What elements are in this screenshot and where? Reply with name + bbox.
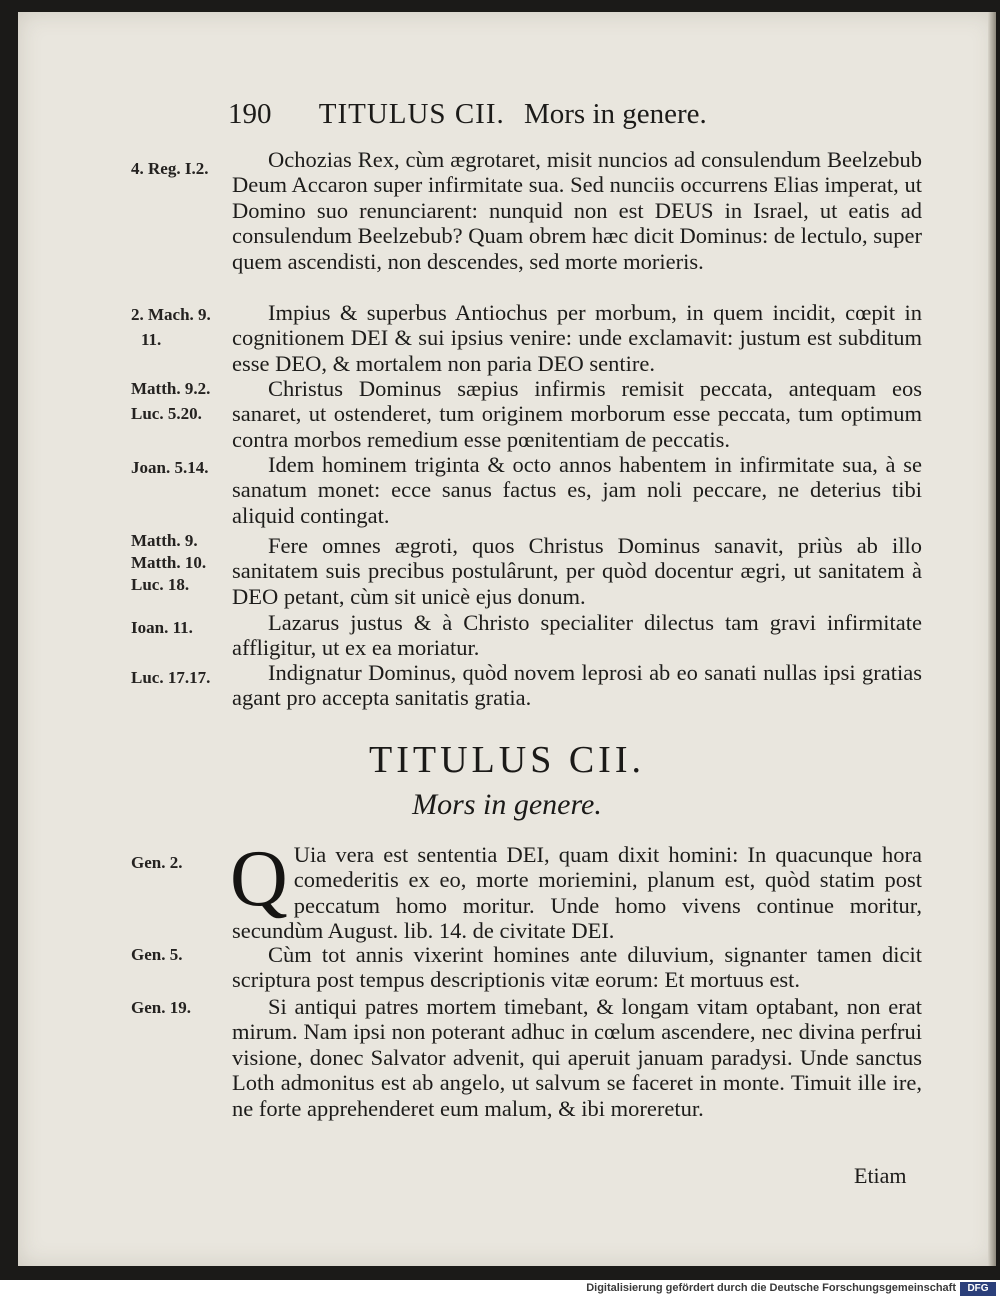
margin-note-line: Luc. 5.20. <box>131 404 202 423</box>
margin-note <box>131 376 241 426</box>
paragraph <box>230 835 922 944</box>
margin-note-line: Luc. 17.17. <box>131 668 211 687</box>
paragraph <box>232 147 922 274</box>
margin-note-line: Gen. 19. <box>131 998 191 1017</box>
page-number: 190 <box>228 98 272 130</box>
margin-note-line: Gen. 5. <box>131 945 183 964</box>
margin-note <box>131 302 241 352</box>
paragraph-text: Si antiqui patres mortem timebant, & longam vitam optabant, non erat mirum. Nam ipsi non poterant adhuc in cœlum ascendere, nec divina perfrui visione, donec Salvator advenit, qui aperuit januam paradysi. Unde sanctus Loth admonitus est ab angelo, ut salvum se faceret in monte. Timuit ille ire, ne forte apprehenderet eum malum, & ibi moreretur. <box>232 994 922 1121</box>
margin-note-line: Matth. 9. <box>131 531 198 550</box>
margin-note <box>131 156 241 181</box>
running-head-subject: Mors in genere. <box>523 98 707 130</box>
margin-note <box>131 850 241 875</box>
running-head <box>228 98 828 131</box>
margin-note-line: 4. Reg. I.2. <box>131 159 209 178</box>
book-page <box>18 12 996 1266</box>
page-edge <box>988 12 996 1266</box>
margin-note <box>131 942 241 967</box>
margin-note <box>131 455 241 480</box>
margin-note-line: 2. Mach. 9. <box>131 305 211 324</box>
margin-note <box>131 530 241 596</box>
paragraph-text: Indignatur Dominus, quòd novem leprosi ab eo sanati nullas ipsi gratias agant pro accepta sanitatis gratia. <box>232 660 922 711</box>
margin-note-line: Luc. 18. <box>131 575 190 594</box>
paragraph-text: Impius & superbus Antiochus per morbum, in quem incidit, cœpit in cognitionem DEI & sui ipsius venire: unde exclamavit: justum est subditum esse DEO, & mortalem non paria DEO sentire. <box>232 300 922 376</box>
funding-credit: Digitalisierung gefördert durch die Deutsche Forschungsgemeinschaft <box>586 1282 956 1294</box>
margin-note-line: Gen. 2. <box>131 853 183 872</box>
paragraph <box>232 376 922 452</box>
paragraph-text: Idem hominem triginta & octo annos habentem in infirmitate sua, à se sanatum monet: ecce sanus factus es, jam noli peccare, ne deterius tibi aliquid contingat. <box>232 452 922 528</box>
paragraph-text: Christus Dominus sæpius infirmis remisit peccata, antequam eos sanaret, ut ostenderet, tum originem morborum esse peccata, tum optimum contra morbos remedium esse pœnitentiam de peccatis. <box>232 376 922 452</box>
paragraph-text: Fere omnes ægroti, quos Christus Dominus sanavit, priùs ab illo sanitatem suis precibus postulârunt, per quòd docentur ægri, ut sanitatem à DEO petant, cùm sit unicè ejus donum. <box>232 533 922 609</box>
margin-note-line: Ioan. 11. <box>131 618 193 637</box>
margin-note-line: Joan. 5.14. <box>131 458 209 477</box>
paragraph-text: Ochozias Rex, cùm ægrotaret, misit nuncios ad consulendum Beelzebub Deum Accaron super infirmitate sua. Sed nunciis occurrens Elias imperat, ut Domino suo renunciarent: nunquid non est DEUS in Israel, ut eatis ad consulendum Beelzebub? Quam obrem hæc dicit Dominus: de lectulo, super quem ascendisti, non descendes, sed morte morieris. <box>232 147 922 274</box>
margin-note-line: Matth. 9.2. <box>131 379 211 398</box>
paragraph-text: Uia vera est sententia DEI, quam dixit homini: In quacunque hora comederitis ex eo, morte moriemini, planum est, quòd statim post peccatum homo moritur. Unde homo vivens continue moritur, secundùm August. lib. 14. de civitate DEI. <box>232 842 922 944</box>
paragraph <box>232 610 922 661</box>
paragraph <box>232 300 922 376</box>
margin-note <box>131 665 241 690</box>
margin-note-line: 11. <box>141 330 162 349</box>
drop-cap: Q <box>230 835 288 923</box>
running-head-title: TITULUS CII. <box>318 98 505 130</box>
margin-note <box>131 995 241 1020</box>
paragraph-text: Cùm tot annis vixerint homines ante diluvium, signanter tamen dicit scriptura post tempus descriptionis vitæ eorum: Et mortuus est. <box>232 942 922 993</box>
catchword: Etiam <box>854 1163 907 1188</box>
paragraph-text: Lazarus justus & à Christo specialiter dilectus tam gravi infirmitate affligitur, ut ex ea moriatur. <box>232 610 922 661</box>
margin-note-line: Matth. 10. <box>131 553 207 572</box>
paragraph <box>232 660 922 711</box>
footer-bar <box>0 1280 1000 1298</box>
dfg-logo: DFG <box>960 1282 996 1296</box>
paragraph <box>232 942 922 993</box>
section-subtitle: Mors in genere. <box>412 788 602 821</box>
margin-note <box>131 615 241 640</box>
paragraph <box>232 533 922 609</box>
section-title: TITULUS CII. <box>369 739 645 781</box>
paragraph <box>232 994 922 1121</box>
paragraph <box>232 452 922 528</box>
